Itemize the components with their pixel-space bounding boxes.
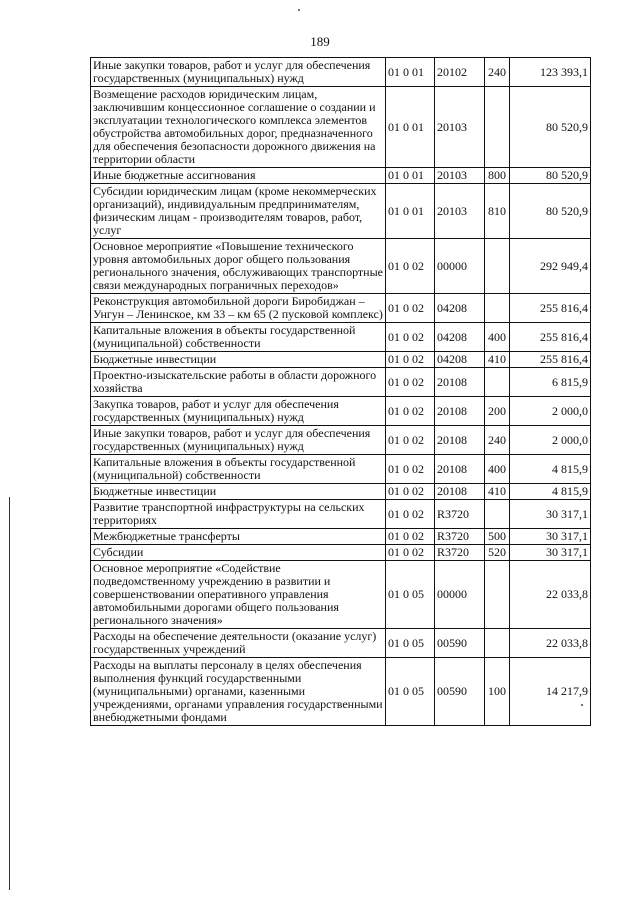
- expense-name-cell: Капитальные вложения в объекты государственной (муниципальной) собственности: [91, 455, 386, 484]
- direction-code-cell: 20102: [435, 58, 485, 87]
- expense-name-cell: Развитие транспортной инфраструктуры на сельских территориях: [91, 500, 386, 529]
- expense-type-cell: [485, 500, 510, 529]
- table-row: [91, 484, 591, 500]
- margin-line: [9, 497, 10, 890]
- expense-name-cell: Межбюджетные трансферты: [91, 529, 386, 545]
- amount-cell: 255 816,4: [510, 323, 591, 352]
- direction-code-cell: 20108: [435, 397, 485, 426]
- page-number: 189: [310, 34, 330, 49]
- amount-cell: 2 000,0: [510, 426, 591, 455]
- amount-cell: 30 317,1: [510, 500, 591, 529]
- table-row: [91, 426, 591, 455]
- direction-code-cell: 04208: [435, 323, 485, 352]
- expense-type-cell: 240: [485, 426, 510, 455]
- table-row: [91, 545, 591, 561]
- program-code-cell: 01 0 01: [386, 87, 435, 168]
- table-row: [91, 323, 591, 352]
- amount-cell: 6 815,9: [510, 368, 591, 397]
- expense-name-cell: Расходы на обеспечение деятельности (оказание услуг) государственных учреждений: [91, 629, 386, 658]
- amount-cell: 255 816,4: [510, 352, 591, 368]
- program-code-cell: 01 0 02: [386, 545, 435, 561]
- program-code-cell: 01 0 02: [386, 352, 435, 368]
- table-row: [91, 561, 591, 629]
- direction-code-cell: 00000: [435, 561, 485, 629]
- table-row: [91, 455, 591, 484]
- budget-table: [90, 57, 591, 726]
- amount-cell: 4 815,9: [510, 484, 591, 500]
- expense-name-cell: Основное мероприятие «Содействие подведомственному учреждению в развитии и совершенствовании оперативного управления автомобильными дорогами общего пользования регионального значения»: [91, 561, 386, 629]
- amount-cell: 22 033,8: [510, 629, 591, 658]
- direction-code-cell: 20108: [435, 426, 485, 455]
- expense-name-cell: Реконструкция автомобильной дороги Биробиджан – Унгун – Ленинское, км 33 – км 65 (2 пусковой комплекс): [91, 294, 386, 323]
- program-code-cell: 01 0 02: [386, 294, 435, 323]
- direction-code-cell: R3720: [435, 545, 485, 561]
- direction-code-cell: 00590: [435, 658, 485, 726]
- amount-cell: 292 949,4: [510, 239, 591, 294]
- expense-type-cell: 400: [485, 323, 510, 352]
- scan-speck: [298, 9, 300, 11]
- program-code-cell: 01 0 05: [386, 629, 435, 658]
- direction-code-cell: 04208: [435, 352, 485, 368]
- expense-type-cell: [485, 561, 510, 629]
- expense-type-cell: 200: [485, 397, 510, 426]
- program-code-cell: 01 0 02: [386, 500, 435, 529]
- amount-cell: 30 317,1: [510, 529, 591, 545]
- table-row: [91, 168, 591, 184]
- table-row: [91, 368, 591, 397]
- amount-cell: 123 393,1: [510, 58, 591, 87]
- program-code-cell: 01 0 05: [386, 658, 435, 726]
- amount-cell: 255 816,4: [510, 294, 591, 323]
- expense-name-cell: Иные закупки товаров, работ и услуг для обеспечения государственных (муниципальных) нужд: [91, 58, 386, 87]
- amount-cell: 22 033,8: [510, 561, 591, 629]
- program-code-cell: 01 0 01: [386, 58, 435, 87]
- budget-table-body: [91, 58, 591, 726]
- direction-code-cell: 20108: [435, 484, 485, 500]
- table-row: [91, 294, 591, 323]
- table-row: [91, 658, 591, 726]
- direction-code-cell: 20103: [435, 168, 485, 184]
- amount-cell: 30 317,1: [510, 545, 591, 561]
- direction-code-cell: 00000: [435, 239, 485, 294]
- table-row: [91, 629, 591, 658]
- program-code-cell: 01 0 02: [386, 397, 435, 426]
- direction-code-cell: 20108: [435, 455, 485, 484]
- direction-code-cell: 20103: [435, 87, 485, 168]
- expense-type-cell: 100: [485, 658, 510, 726]
- table-row: [91, 529, 591, 545]
- expense-name-cell: Субсидии: [91, 545, 386, 561]
- table-row: [91, 87, 591, 168]
- amount-cell: 4 815,9: [510, 455, 591, 484]
- direction-code-cell: 20103: [435, 184, 485, 239]
- direction-code-cell: 04208: [435, 294, 485, 323]
- program-code-cell: 01 0 02: [386, 426, 435, 455]
- expense-type-cell: 410: [485, 484, 510, 500]
- expense-type-cell: 410: [485, 352, 510, 368]
- table-row: [91, 352, 591, 368]
- direction-code-cell: 00590: [435, 629, 485, 658]
- expense-type-cell: 500: [485, 529, 510, 545]
- program-code-cell: 01 0 01: [386, 184, 435, 239]
- expense-type-cell: 800: [485, 168, 510, 184]
- amount-cell: 80 520,9: [510, 184, 591, 239]
- table-row: [91, 184, 591, 239]
- expense-name-cell: Расходы на выплаты персоналу в целях обеспечения выполнения функций государственными (муниципальными) органами, казенными учреждениями, органами управления государственными внебюджетными фондами: [91, 658, 386, 726]
- expense-type-cell: [485, 629, 510, 658]
- direction-code-cell: R3720: [435, 529, 485, 545]
- expense-type-cell: 400: [485, 455, 510, 484]
- expense-type-cell: [485, 87, 510, 168]
- amount-cell: 80 520,9: [510, 168, 591, 184]
- expense-type-cell: 520: [485, 545, 510, 561]
- expense-name-cell: Капитальные вложения в объекты государственной (муниципальной) собственности: [91, 323, 386, 352]
- program-code-cell: 01 0 02: [386, 529, 435, 545]
- program-code-cell: 01 0 05: [386, 561, 435, 629]
- program-code-cell: 01 0 02: [386, 323, 435, 352]
- table-row: [91, 58, 591, 87]
- expense-name-cell: Бюджетные инвестиции: [91, 352, 386, 368]
- direction-code-cell: 20108: [435, 368, 485, 397]
- expense-type-cell: 810: [485, 184, 510, 239]
- direction-code-cell: R3720: [435, 500, 485, 529]
- amount-cell: 2 000,0: [510, 397, 591, 426]
- program-code-cell: 01 0 02: [386, 484, 435, 500]
- expense-name-cell: Основное мероприятие «Повышение технического уровня автомобильных дорог общего пользования регионального значения, обслуживающих транспортные связи международных пограничных переходов»: [91, 239, 386, 294]
- expense-type-cell: [485, 294, 510, 323]
- program-code-cell: 01 0 02: [386, 239, 435, 294]
- table-row: [91, 397, 591, 426]
- expense-type-cell: 240: [485, 58, 510, 87]
- amount-cell: 14 217,9: [510, 658, 591, 726]
- expense-name-cell: Возмещение расходов юридическим лицам, заключившим концессионное соглашение о создании и эксплуатации технологического комплекса элементов обустройства автомобильных дорог, предназначенного для обеспечения безопасности дорожного движения на территории области: [91, 87, 386, 168]
- expense-name-cell: Закупка товаров, работ и услуг для обеспечения государственных (муниципальных) нужд: [91, 397, 386, 426]
- table-row: [91, 239, 591, 294]
- table-row: [91, 500, 591, 529]
- expense-name-cell: Иные бюджетные ассигнования: [91, 168, 386, 184]
- expense-name-cell: Проектно-изыскательские работы в области дорожного хозяйства: [91, 368, 386, 397]
- expense-type-cell: [485, 368, 510, 397]
- expense-name-cell: Бюджетные инвестиции: [91, 484, 386, 500]
- expense-type-cell: [485, 239, 510, 294]
- program-code-cell: 01 0 02: [386, 368, 435, 397]
- expense-name-cell: Субсидии юридическим лицам (кроме некоммерческих организаций), индивидуальным предпринимателям, физическим лицам - производителям товаров, работ, услуг: [91, 184, 386, 239]
- program-code-cell: 01 0 02: [386, 455, 435, 484]
- amount-cell: 80 520,9: [510, 87, 591, 168]
- expense-name-cell: Иные закупки товаров, работ и услуг для обеспечения государственных (муниципальных) нужд: [91, 426, 386, 455]
- program-code-cell: 01 0 01: [386, 168, 435, 184]
